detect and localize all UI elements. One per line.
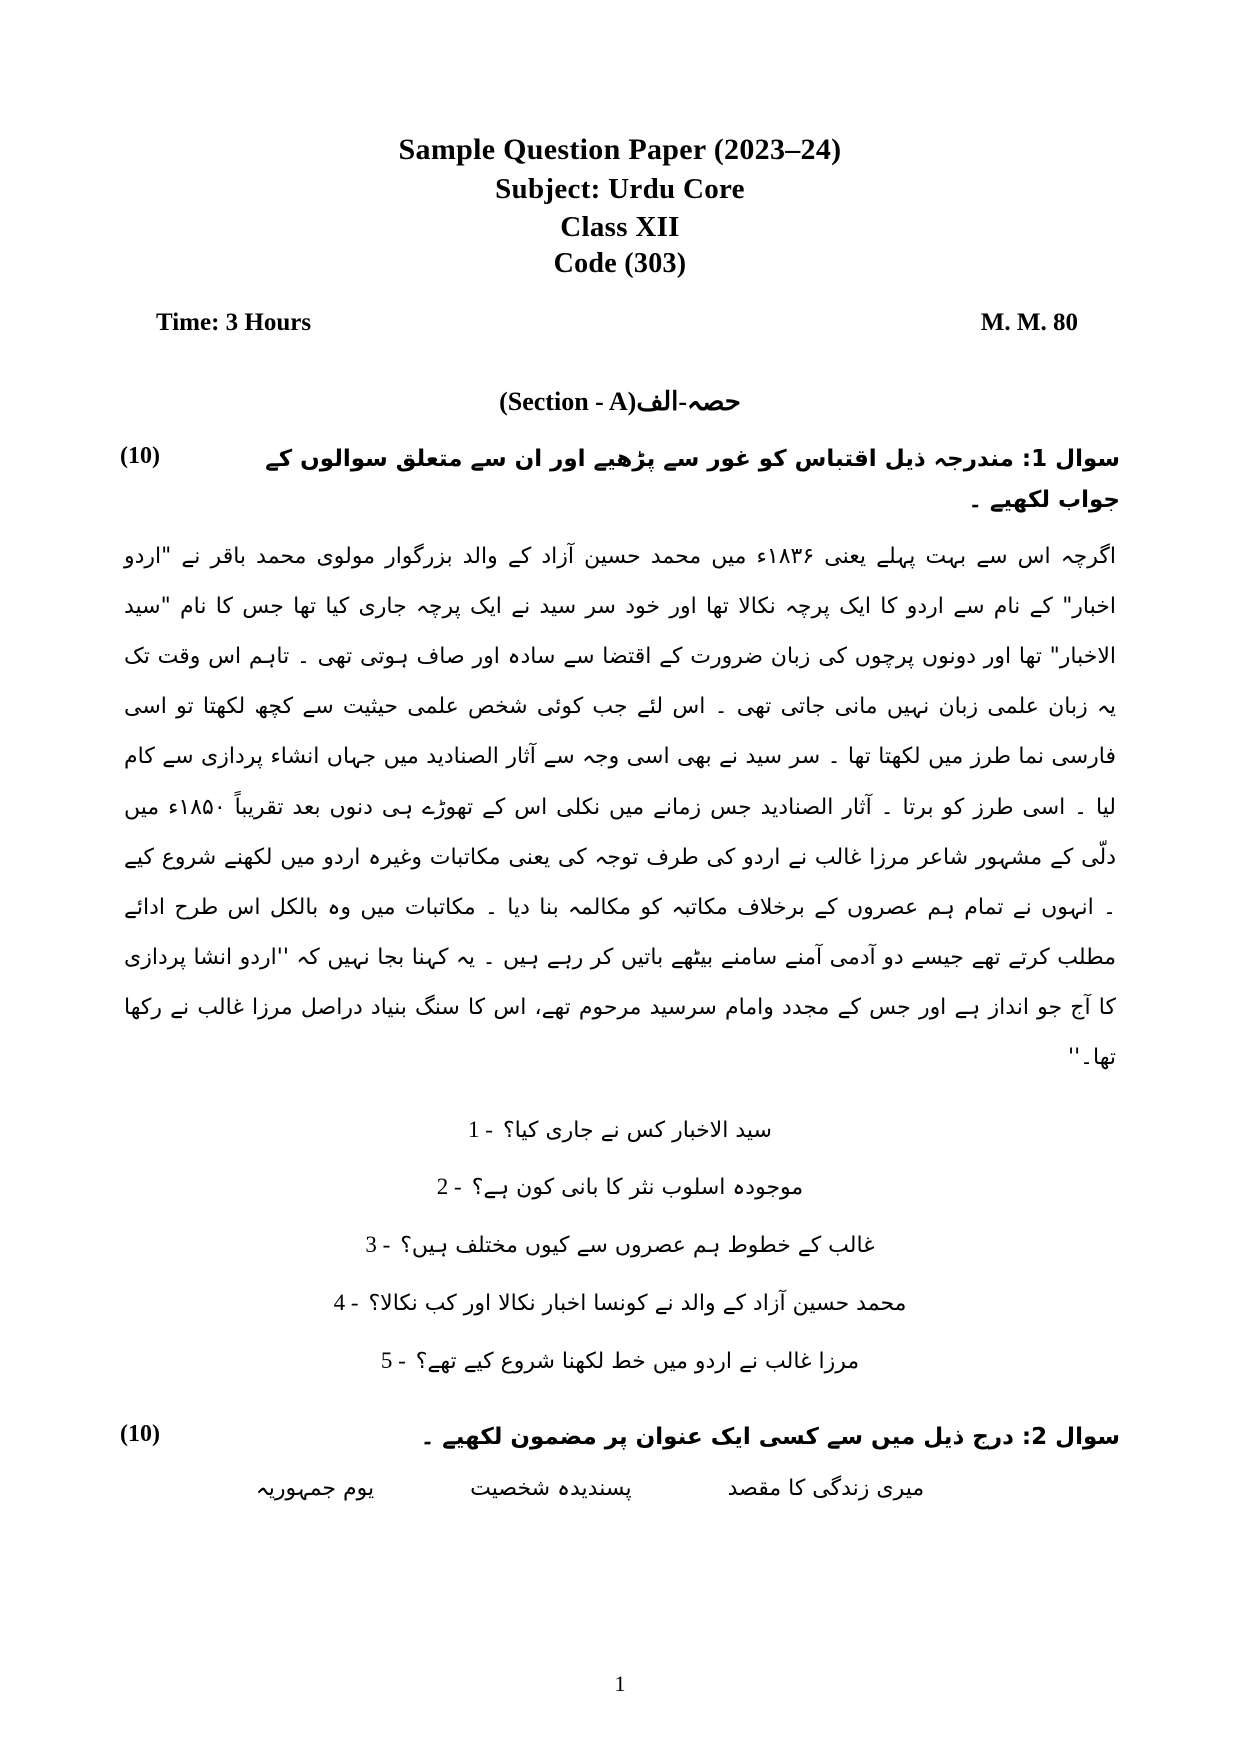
sub-question [120, 1283, 1120, 1325]
question-1-marks: (10) [120, 443, 160, 470]
sub-question-number: 2 - [436, 1174, 462, 1200]
passage-paragraph: اگرچہ اس سے بہت پہلے یعنی ۱۸۳۶ء میں محمد حسین آزاد کے والد بزرگوار مولوی محمد باقر نے "اردو اخبار" کے نام سے اردو کا ایک پرچہ نکالا تھا اور خود سر سید نے ایک پرچہ جاری کیا تھا جس کا نام "سید الاخبار" تھا اور دونوں پرچوں کی زبان ضرورت کے اقتضا سے سادہ اور صاف ہوتی تھی ۔ تاہم اس وقت تک یہ زبان علمی زبان نہیں مانی جاتی تھی ۔ اس لئے جب کوئی شخص علمی حیثیت سے کچھ لکھتا تو اسی فارسی نما طرز میں لکھتا تھا ۔ سر سید نے بھی اسی وجہ سے آثار الصنادید میں جہاں انشاء پردازی سے کام لیا ۔ اسی طرز کو برتا ۔ آثار الصنادید جس زمانے میں نکلی اس کے تھوڑے ہی دنوں بعد تقریباً ۱۸۵۰ء میں دلّی کے مشہور شاعر مرزا غالب نے اردو کی طرف توجہ کی یعنی مکاتبات وغیرہ اردو میں لکھنے شروع کیے ۔ انہوں نے تمام ہم عصروں کے برخلاف مکاتبہ کو مکالمہ بنا دیا ۔ مکاتبات میں وہ بالکل اس طرح ادائے مطلب کرتے تھے جیسے دو آدمی آمنے سامنے بیٹھے باتیں کر رہے ہیں ۔ یہ کہنا بجا نہیں کہ ''اردو انشا پردازی کا آج جو انداز ہے اور جس کے مجدد وامام سرسید مرحوم تھے، اس کا سنگ بنیاد دراصل مرزا غالب نے رکھا تھا۔'' [124, 543, 1116, 1071]
question-1-subquestions [120, 1110, 1120, 1383]
essay-topic: میری زندگی کا مقصد [727, 1475, 925, 1501]
question-1-text: سوال 1: مندرجہ ذیل اقتباس کو غور سے پڑھیے اور ان سے متعلق سوالوں کے جواب لکھیے ۔ [265, 446, 1120, 514]
sub-question-text: محمد حسین آزاد کے والد نے کونسا اخبار نکالا اور کب نکالا؟ [368, 1290, 907, 1316]
paper-subject: Subject: Urdu Core [495, 172, 745, 205]
question-2-row [120, 1417, 1120, 1458]
paper-header [120, 130, 1120, 283]
sub-question [120, 1341, 1120, 1383]
sub-question-number: 3 - [365, 1232, 391, 1258]
paper-meta [120, 309, 1120, 337]
sub-question [120, 1225, 1120, 1267]
question-2-text: سوال 2: درج ذیل میں سے کسی ایک عنوان پر مضمون لکھیے ۔ [420, 1423, 1120, 1450]
sub-question [120, 1110, 1120, 1152]
sub-question-text: غالب کے خطوط ہم عصروں سے کیوں مختلف ہیں؟ [400, 1233, 875, 1259]
question-1-passage [120, 532, 1120, 1084]
paper-class: Class XII [560, 210, 680, 243]
paper-code: Code (303) [553, 248, 687, 280]
sub-question [120, 1167, 1120, 1209]
paper-title: Sample Question Paper (2023–24) [398, 133, 842, 166]
question-2-marks: (10) [120, 1420, 160, 1447]
essay-topic: پسندیدہ شخصیت [470, 1475, 632, 1501]
question-2-topics [120, 1476, 1120, 1501]
section-a-heading-urdu: حصہ-الف [636, 387, 741, 417]
sub-question-text: مرزا غالب نے اردو میں خط لکھنا شروع کیے تھے؟ [415, 1348, 860, 1374]
max-marks: M. M. 80 [980, 309, 1078, 337]
section-a-heading-en: (Section - A) [499, 387, 637, 417]
sub-question-text: موجودہ اسلوب نثر کا بانی کون ہے؟ [471, 1175, 804, 1201]
page-number: 1 [614, 1671, 626, 1696]
question-1-row [120, 439, 1120, 522]
sub-question-number: 4 - [333, 1289, 359, 1315]
sub-question-number: 1 - [468, 1116, 493, 1142]
sub-question-text: سید الاخبار کس نے جاری کیا؟ [502, 1117, 772, 1143]
section-a-heading [120, 387, 1120, 417]
time-allowed: Time: 3 Hours [156, 309, 312, 337]
essay-topic: یوم جمہوریہ [255, 1475, 375, 1501]
sub-question-number: 5 - [380, 1347, 406, 1373]
